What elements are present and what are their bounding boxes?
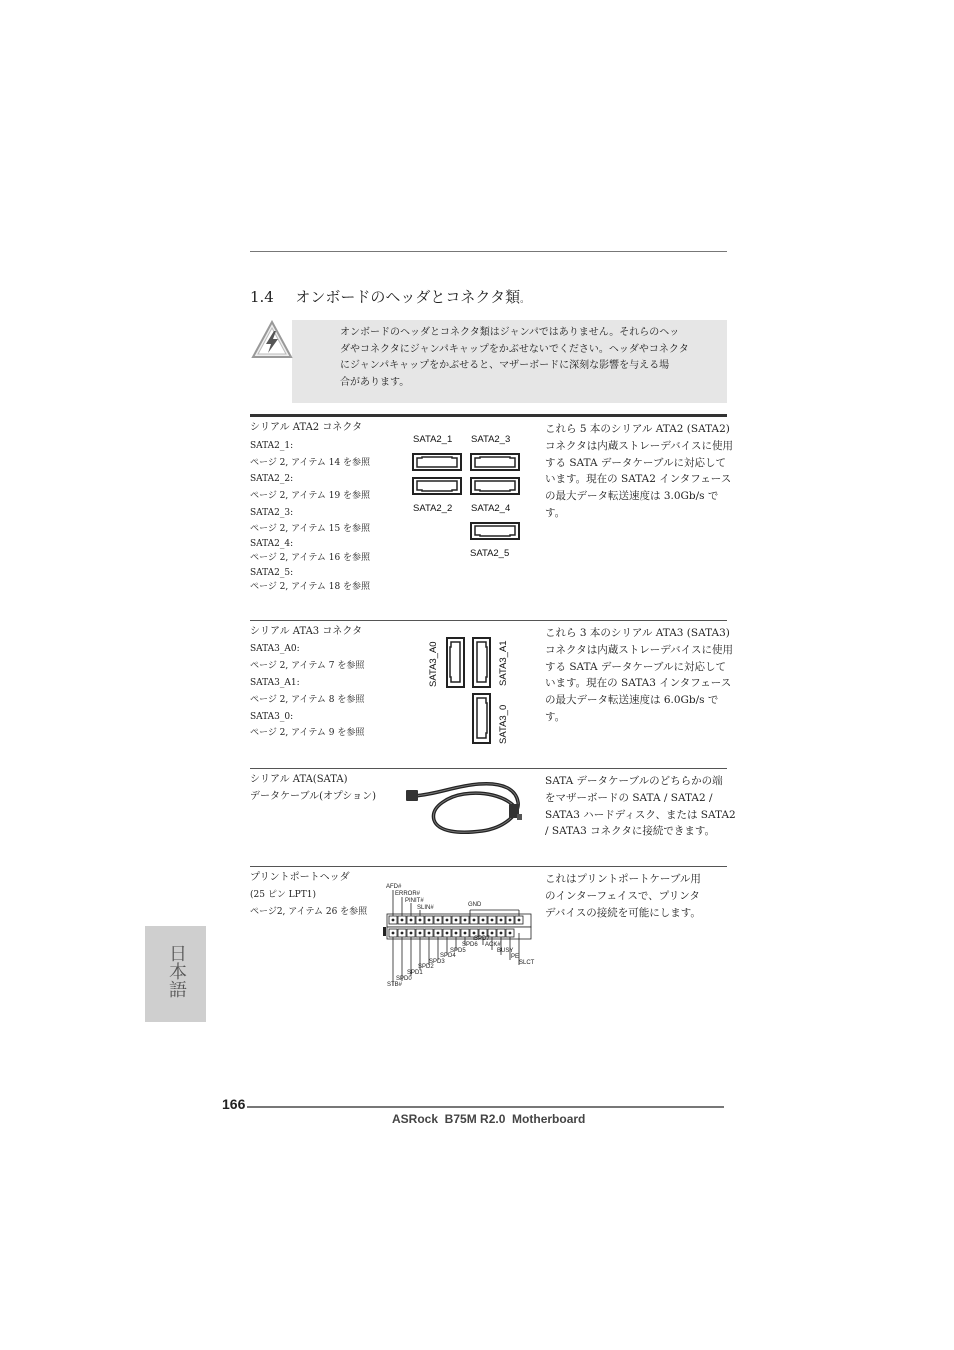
lpt-pin-spd2: SPD2	[418, 964, 434, 970]
lpt-pin-stb: STB#	[387, 982, 403, 988]
sata2-connectors-graphic	[410, 452, 522, 542]
lpt-pin-spd0: SPD0	[396, 976, 412, 982]
section-heading: 1.4 オンボードのヘッダとコネクタ類。	[250, 288, 530, 306]
lpt-pin-afd: AFD#	[386, 884, 402, 890]
sata3-a1-label: SATA3_A1	[498, 640, 509, 686]
lpt-pin-gnd: GND	[468, 902, 482, 908]
lpt-pin-spd6: SPD6	[462, 942, 478, 948]
sata2-5-label: SATA2_5	[470, 548, 510, 559]
lpt-description: これはプリントポートケーブル用 のインターフェイスで、プリンタ デバイスの接続を可能にします。	[545, 873, 701, 919]
lpt-pin-spd5: SPD5	[450, 948, 466, 954]
sata2-top-rule	[250, 414, 727, 417]
lpt-pin-slin: SLIN#	[417, 905, 434, 911]
lpt-pin-spd1: SPD1	[407, 970, 423, 976]
lpt-pin-spd7: SPD7	[474, 936, 490, 942]
cable-description: SATA データケーブルのどちらかの端 をマザーボードの SATA / SATA2 / SATA3 ハードディスク、または SATA2 / SATA3 コネクタに接続できます。	[545, 775, 736, 838]
lpt-pin-busy: BUSY	[497, 948, 514, 954]
lpt-pin-error: ERROR#	[395, 891, 421, 897]
lpt-pin-spd4: SPD4	[440, 953, 456, 959]
lpt-pin-pe: PE	[511, 954, 520, 960]
sata-cable-image	[404, 776, 528, 838]
sata3-a0-label: SATA3_A0	[428, 641, 439, 687]
lpt-pin-ack: ACK#	[485, 942, 501, 948]
lpt-pin-spd3: SPD3	[429, 959, 445, 965]
language-tab-label: 日本語	[166, 944, 187, 998]
warning-lightning-icon	[251, 320, 293, 360]
sata2-4-label: SATA2_4	[471, 503, 511, 514]
page-number: 166	[222, 1096, 246, 1112]
section-title: オンボードのヘッダとコネクタ類	[295, 288, 521, 306]
footer-product: ASRock B75M R2.0 Motherboard	[392, 1112, 586, 1126]
sata3-description: これら 3 本のシリアル ATA3 (SATA3) コネクタは内蔵ストレーデバイスに使用 する SATA データケーブルに対応して います。現在の SATA3 インタフェース の最大データ転送速度は 6.0Gb/s で す。	[545, 627, 734, 723]
sata2-2-label: SATA2_2	[413, 503, 453, 514]
top-rule	[250, 251, 727, 252]
section-number: 1.4	[250, 288, 274, 306]
language-side-tab	[145, 926, 206, 1022]
lpt-top-rule	[250, 866, 727, 867]
sata3-connectors-graphic	[445, 636, 495, 746]
sata2-1-label: SATA2_1	[413, 434, 453, 445]
sata3-0-label: SATA3_0	[498, 704, 509, 744]
sata2-description: これら 5 本のシリアル ATA2 (SATA2) コネクタは内蔵ストレーデバイスに使用 する SATA データケーブルに対応して います。現在の SATA2 インタフェース の最大データ転送速度は 3.0Gb/s で す。	[545, 423, 734, 519]
lpt-pin-pinit: PINIT#	[405, 898, 424, 904]
cable-top-rule	[250, 768, 727, 769]
lpt-pin-slct: SLCT	[519, 960, 535, 966]
sata2-3-label: SATA2_3	[471, 434, 511, 445]
sata3-top-rule	[250, 620, 727, 621]
warning-text: オンボードのヘッダとコネクタ類はジャンパではありません。それらのヘッ ダやコネクタにジャンパキャップをかぶせないでください。ヘッダやコネクタ にジャンパキャップをかぶせると、マザーボードに深刻な影響を与える場 合があります。	[340, 327, 689, 388]
footer-rule	[247, 1106, 724, 1108]
